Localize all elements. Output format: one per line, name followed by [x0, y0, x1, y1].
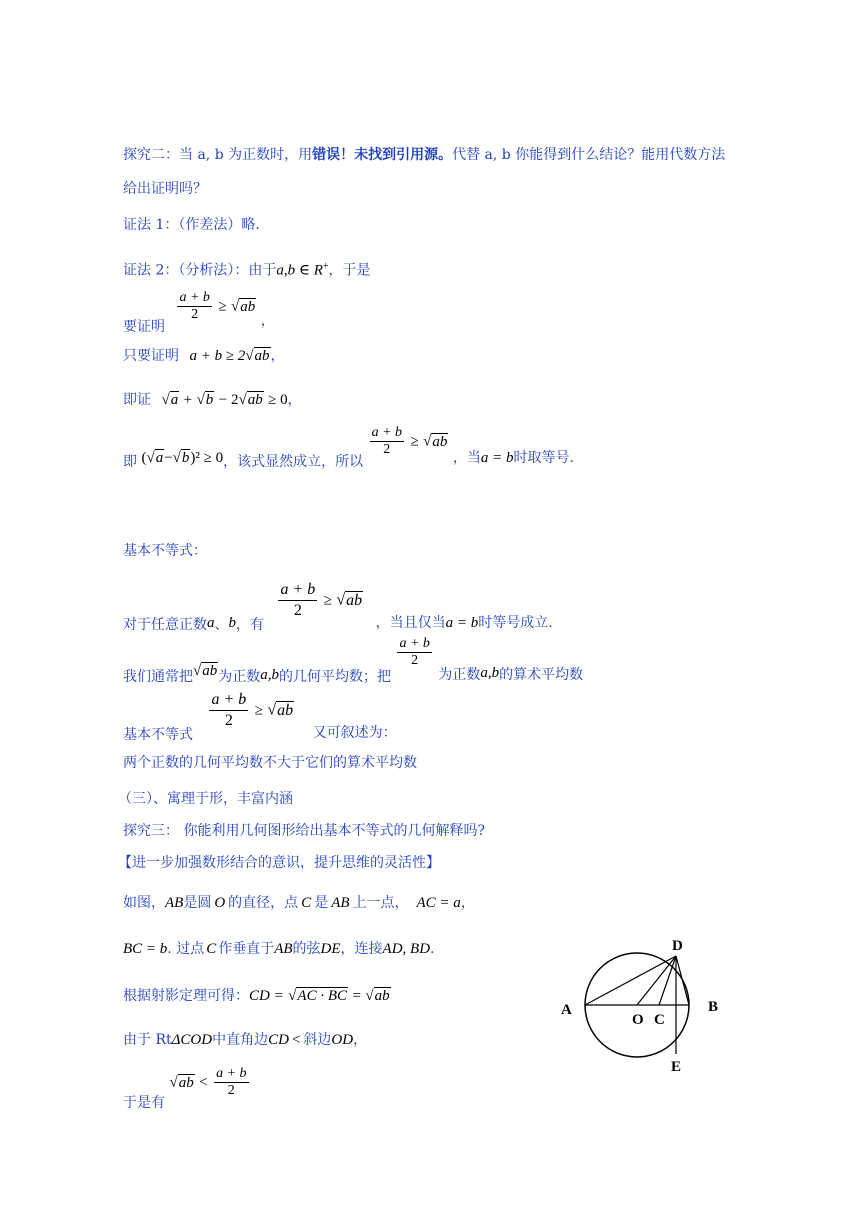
when-text: ，当	[452, 449, 481, 466]
basic-title-line	[123, 542, 207, 560]
label-C: C	[654, 1012, 665, 1028]
sqrt-ab-4: √ab	[423, 433, 448, 450]
proof2-intro-line	[123, 258, 371, 280]
label-E: E	[671, 1059, 682, 1075]
sqrt-ab: √ab	[231, 298, 256, 315]
a-eq-b: a = b	[480, 449, 514, 466]
var-b: b	[228, 614, 236, 631]
less-than: <	[291, 1032, 301, 1048]
radicand: ab	[432, 433, 448, 450]
fig-text-1: 如图，	[123, 895, 165, 911]
fig-desc-line2	[123, 940, 435, 958]
have-text: ，有	[236, 616, 264, 633]
ji-label: 即	[123, 453, 137, 470]
section3-heading-line	[118, 790, 293, 808]
radicand: ab	[374, 988, 390, 1004]
radicand: AC · BC	[297, 988, 347, 1004]
radicand: ab	[202, 662, 218, 679]
seg-AD-BD: AD, BD	[382, 941, 431, 957]
l3-pre: 基本不等式	[123, 726, 193, 743]
segment-AD	[585, 956, 676, 1005]
geq-sign: ≥	[218, 298, 227, 315]
point-O: O	[214, 895, 226, 911]
fraction-basic-2	[209, 690, 248, 731]
iff-text: ，当且仅当	[375, 614, 446, 631]
fig-text-2: 是圆	[183, 895, 212, 911]
sqrt-ab-2: √ab	[245, 348, 270, 364]
sqrt-ac-bc: √AC · BC	[288, 988, 347, 1004]
fig-text-8: 的弦	[292, 941, 321, 957]
obvious-text: ，该式显然成立，所以	[223, 453, 364, 470]
var-a: a	[207, 614, 215, 631]
label-D: D	[672, 938, 683, 954]
explore2-text: 探究二：当 a, b 为正数时，用	[123, 147, 313, 163]
geq-sign: ≥	[323, 592, 332, 609]
var-ab-2: a,b	[480, 664, 500, 681]
superscript-plus: +	[322, 261, 329, 272]
projection-text: 根据射影定理可得：	[123, 988, 249, 1004]
denominator: 2	[224, 712, 233, 729]
radicand: ab	[277, 701, 294, 719]
segment-OD	[637, 956, 676, 1005]
fig-text-5: 上一点，	[352, 895, 409, 911]
denominator: 2	[293, 602, 302, 619]
sqrt-b: √b	[196, 392, 214, 408]
sqrt-ab-3: √ab	[238, 392, 263, 408]
numerator: a + b	[179, 290, 210, 305]
rt-text-4: ，	[353, 1032, 368, 1048]
explore2-text-3: 给出证明吗？	[123, 181, 207, 197]
fraction-arith	[397, 636, 431, 669]
sqrt-a-2: √a	[146, 449, 164, 466]
l2-arith: 的算术平均数	[499, 666, 584, 683]
squared-geq-zero: )² ≥ 0	[190, 449, 224, 466]
fig-desc-line1	[123, 894, 475, 912]
label-A: A	[561, 1002, 572, 1018]
radicand: a	[170, 392, 179, 408]
var-ab: a,b	[260, 666, 279, 683]
less-than-2: <	[199, 1074, 208, 1091]
sqrt-ab-7: √ab	[267, 701, 294, 719]
sqrt-b-2: √b	[172, 449, 190, 466]
sqrt-ab-6: √ab	[193, 662, 218, 679]
point-C-2: C	[206, 941, 217, 957]
label-O: O	[632, 1012, 644, 1028]
ie-prove-line: 即证 √a + √b − 2√ab ≥ 0，	[123, 392, 302, 408]
numerator: a + b	[399, 636, 430, 651]
cd-eq: CD =	[249, 988, 284, 1004]
sqrt-ab-5: √ab	[336, 591, 363, 609]
numerator: a + b	[216, 1066, 247, 1081]
fraction-final	[214, 1066, 248, 1099]
explore2-text-2: 代替 a, b 你能得到什么结论？能用代数方法	[452, 147, 726, 163]
denominator: 2	[411, 653, 419, 668]
comma: ，	[270, 348, 285, 364]
point-C: C	[301, 895, 312, 911]
need-prove-line	[123, 290, 275, 335]
explore2-line2	[123, 180, 207, 198]
proof2-then: ，于是	[328, 262, 371, 279]
ac-eq-a: AC = a	[416, 895, 461, 911]
l2-pre: 我们通常把	[123, 668, 193, 685]
comma: ，	[260, 312, 275, 329]
ineq-a-plus-b: a + b ≥ 2	[189, 348, 246, 364]
denominator: 2	[227, 1083, 235, 1098]
explore3-text: 探究三： 你能利用几何图形给出基本不等式的几何解释吗?	[123, 823, 485, 839]
fig-text-4: 是	[314, 895, 329, 911]
only-prove-label: 只要证明	[123, 348, 179, 364]
geq-zero: ≥ 0	[268, 392, 288, 408]
l4-text: 两个正数的几何平均数不大于它们的算术平均数	[123, 755, 417, 771]
only-prove-line	[123, 347, 285, 365]
basic-line3	[123, 690, 397, 743]
fig-text-9: ，连接	[340, 941, 383, 957]
bc-eq-b: BC = b	[123, 941, 168, 957]
projection-line	[123, 987, 391, 1005]
fig-text-7: 作垂直于	[218, 941, 275, 957]
geq-sign: ≥	[410, 433, 419, 450]
geq-sign: ≥	[254, 702, 263, 719]
so-line	[123, 1066, 251, 1111]
radicand: b	[205, 392, 214, 408]
period: .	[430, 941, 435, 957]
explore3-line	[123, 822, 485, 840]
triangle-COD: ΔCOD	[171, 1032, 213, 1048]
seg-CD: CD	[268, 1032, 289, 1048]
need-prove-label: 要证明	[123, 318, 165, 335]
note-line	[118, 854, 440, 872]
proof1-line	[123, 216, 260, 234]
proof1-text: 证法 1：（作差法）略.	[123, 217, 260, 233]
l2-mid: 为正数	[218, 668, 261, 685]
fig-text-6: . 过点	[167, 941, 205, 957]
note-text: 【进一步加强数形结合的意识，提升思维的灵活性】	[118, 855, 440, 871]
radicand: a	[155, 449, 164, 466]
comma: ，	[460, 895, 475, 911]
numerator: a + b	[371, 425, 403, 440]
seg-AB-3: AB	[274, 941, 293, 957]
seg-AB-2: AB	[331, 895, 350, 911]
basic-line4	[123, 754, 417, 772]
seg-OD: OD	[331, 1032, 354, 1048]
rt-text-2: 中直角边	[212, 1032, 269, 1048]
radicand: b	[181, 449, 190, 466]
sqrt-ab-9: √ab	[169, 1074, 194, 1091]
radicand: ab	[178, 1074, 194, 1091]
basic-title: 基本不等式：	[123, 543, 207, 559]
radicand: ab	[240, 298, 256, 315]
fraction-a-plus-b-over-2-b	[370, 425, 404, 458]
rt-line	[123, 1031, 367, 1049]
a-eq-b-2: a = b	[445, 614, 479, 631]
ie-label: 即证	[123, 392, 151, 408]
basic-l1-pre: 对于任意正数	[123, 616, 207, 633]
l2-geo: 的几何平均数；把	[278, 668, 391, 685]
l1-end: 时等号成立.	[478, 614, 553, 631]
separator: 、	[214, 616, 229, 633]
fraction-a-plus-b-over-2	[177, 290, 211, 323]
proof2-intro: 证法 2：（分析法）：由于	[123, 262, 277, 279]
fig-text-3: 的直径，点	[228, 895, 299, 911]
seg-AB: AB	[165, 895, 184, 911]
basic-line1	[123, 580, 553, 633]
equals-sign: =	[352, 988, 361, 1004]
basic-line2	[123, 636, 584, 685]
rt-text-1: 由于 Rt	[123, 1032, 172, 1048]
error-reference: 错误！未找到引用源。	[312, 147, 453, 163]
radicand: ab	[247, 392, 263, 408]
sqrt-a: √a	[161, 392, 179, 408]
numerator: a + b	[209, 690, 248, 711]
label-B: B	[708, 999, 719, 1015]
so-text: 于是有	[123, 1094, 165, 1111]
chord-DE: DE	[320, 941, 341, 957]
section3-heading: （三）、寓理于形，丰富内涵	[118, 791, 293, 807]
comma: ，	[287, 392, 302, 408]
l3-tail: 又可叙述为：	[312, 724, 397, 741]
explore2-line1	[123, 146, 725, 164]
ji-line: 即 (√a−√b)² ≥ 0，该式显然成立，所以 $\frac{a + b}{2}$ ≥ √ab ，当a = b时取等号.	[123, 425, 574, 470]
circle-figure	[550, 930, 740, 1080]
rt-text-3: 斜边	[303, 1032, 332, 1048]
segment-BD	[676, 956, 689, 1005]
eq-tail-text: 时取等号.	[513, 449, 574, 466]
fraction-basic	[278, 580, 317, 621]
radicand: ab	[254, 348, 270, 364]
denominator: 2	[383, 442, 391, 457]
denominator: 2	[191, 307, 199, 322]
sqrt-ab-8: √ab	[365, 988, 390, 1004]
l2-mid2: 为正数	[438, 666, 481, 683]
radicand: ab	[346, 591, 363, 609]
condition-formula: a,b ∈ R	[276, 262, 323, 279]
numerator: a + b	[278, 580, 317, 601]
